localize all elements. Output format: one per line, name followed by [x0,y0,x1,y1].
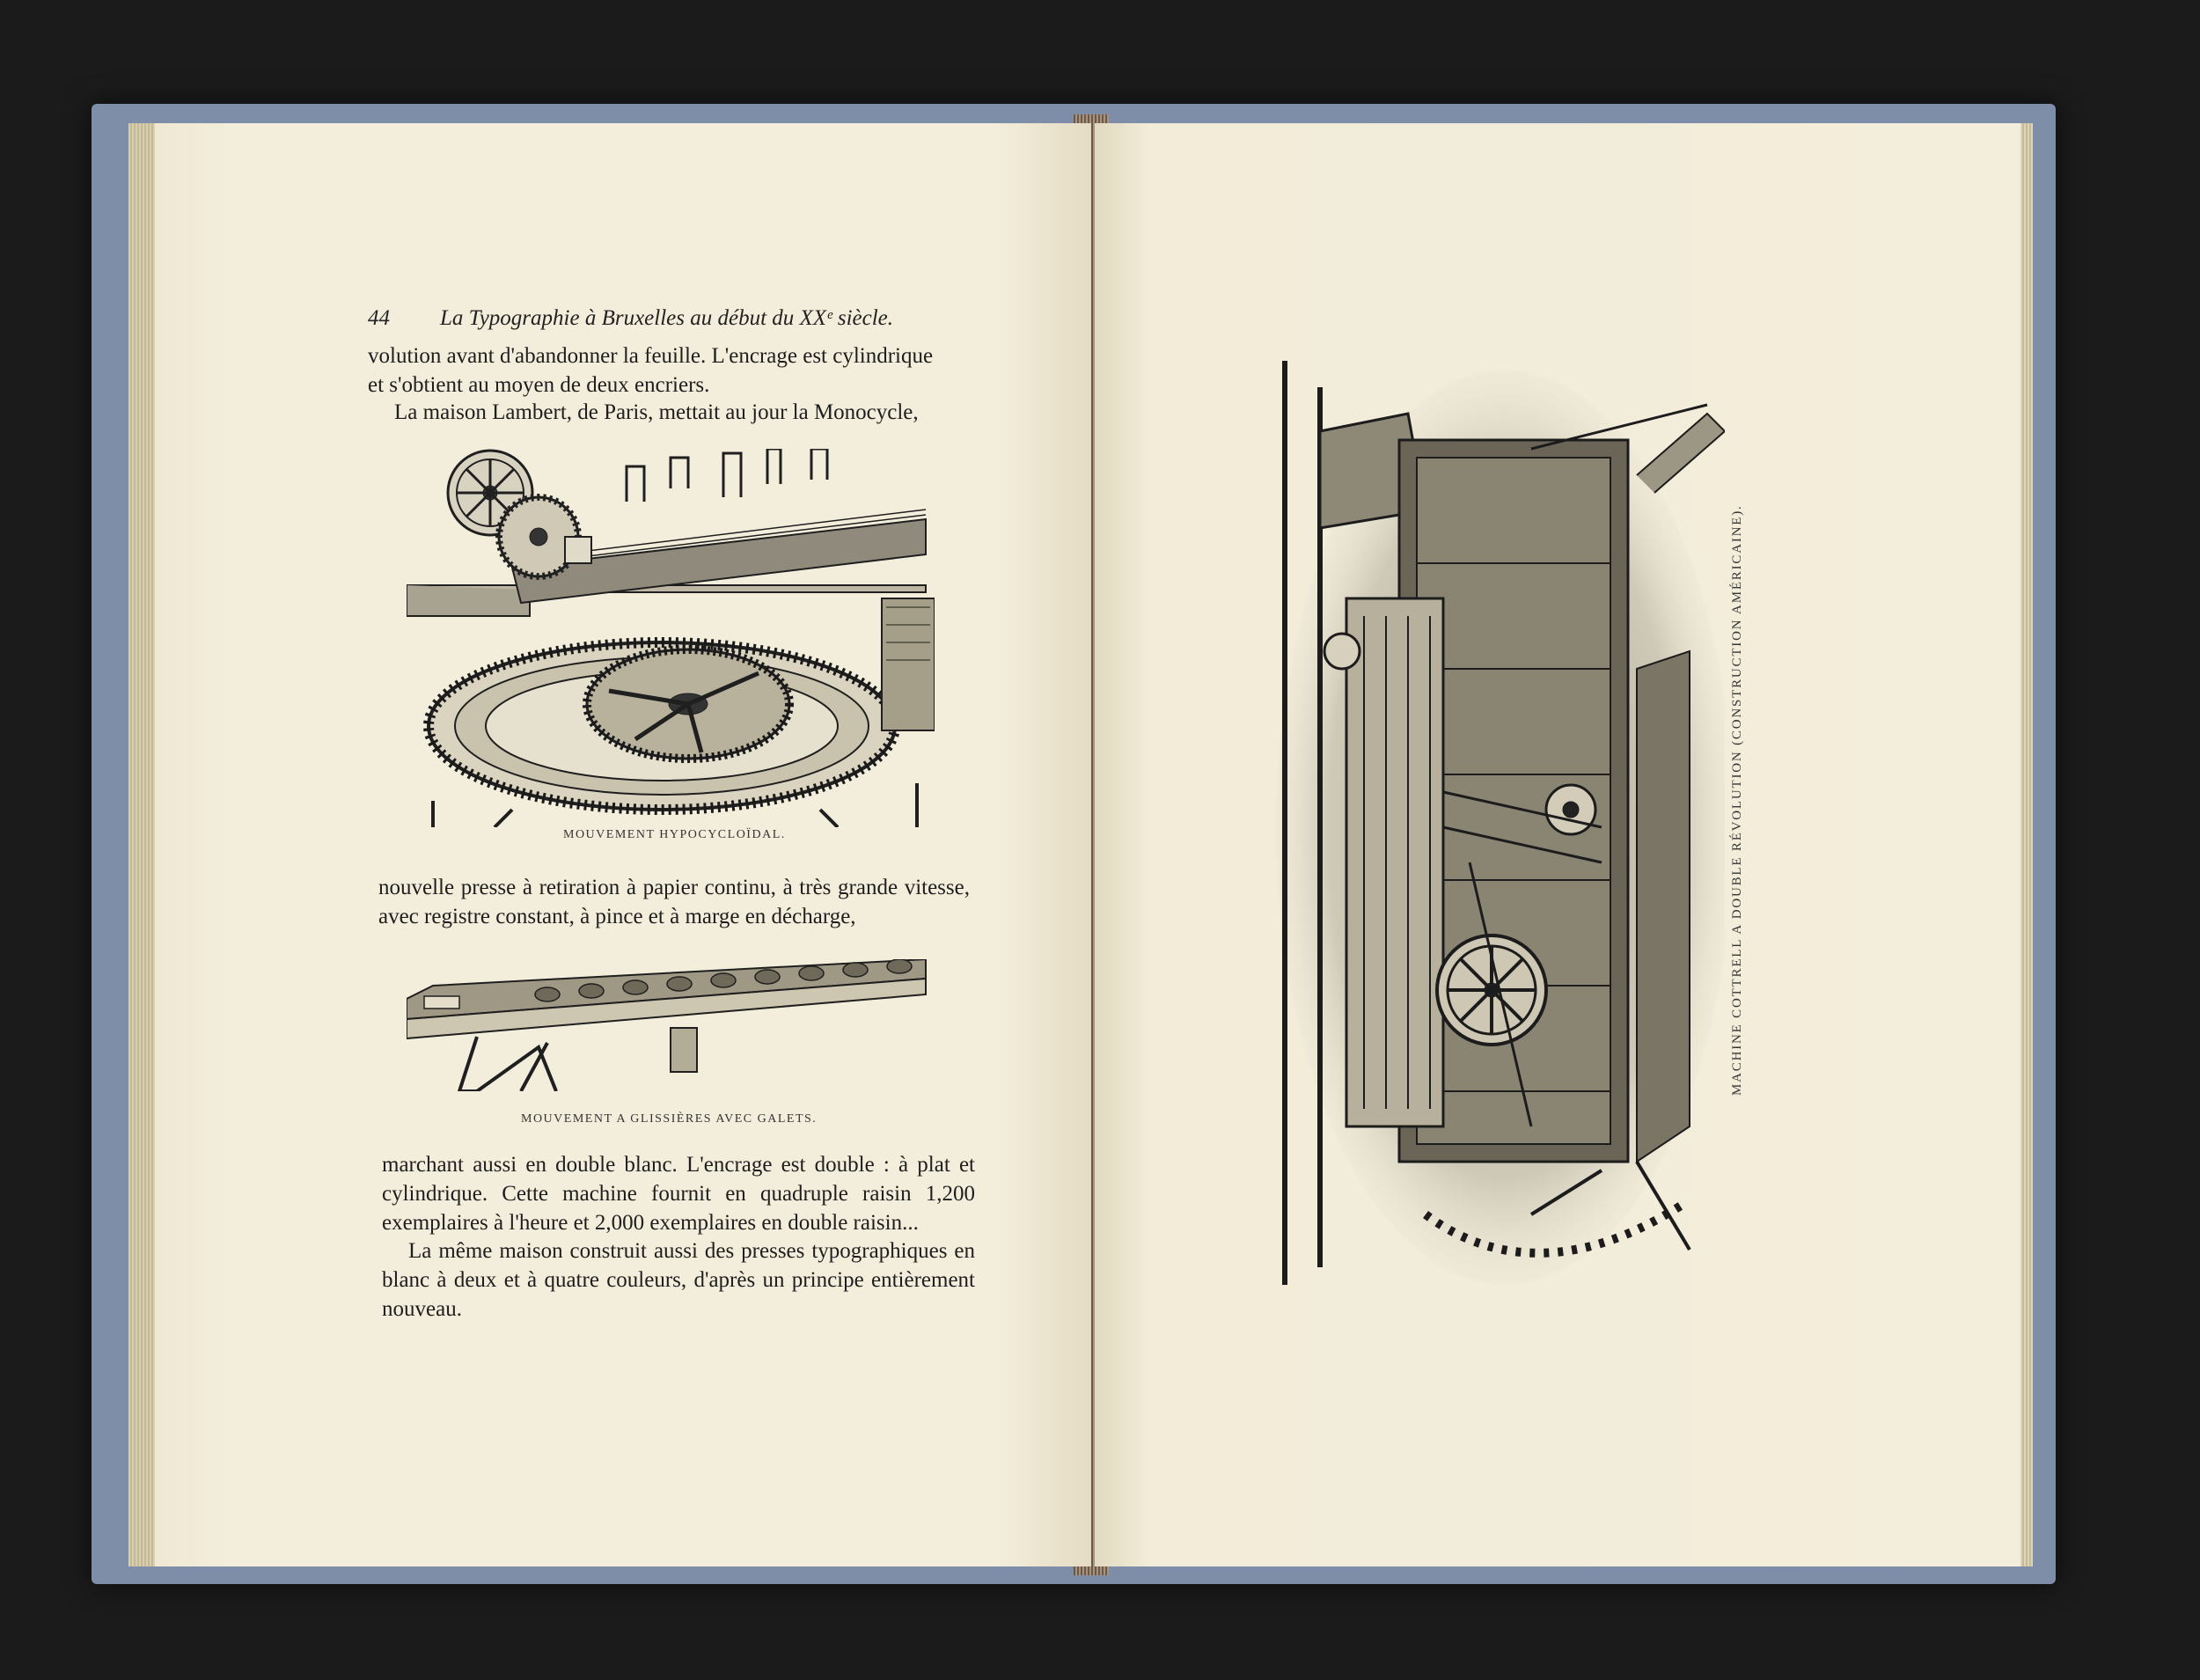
paragraph-5: La même maison construit aussi des presses typographiques en blanc à deux et à quatre couleurs, d'après un principe entièrement nouveau. [382,1239,975,1321]
left-page [155,123,1091,1566]
paragraph-3: nouvelle presse à retiration à papier continu, à très grande vitesse, avec registre constant, à pince et à marge en décharge, [378,876,970,928]
figure-1-caption: MOUVEMENT HYPOCYCLOÏDAL. [563,828,786,841]
paragraph-2: La maison Lambert, de Paris, mettait au jour la Monocycle, [394,400,919,424]
page-number: 44 [368,306,390,330]
figure-slide-rails-movement [407,959,952,1091]
paragraph-1-line-1: volution avant d'abandonner la feuille. L'encrage est cylindrique [368,344,934,368]
figure-hypocycloidal-movement [407,449,935,827]
running-title: La Typographie à Bruxelles au début du XXᵉ siècle. [440,306,894,330]
plate-caption: MACHINE COTTRELL A DOUBLE RÉVOLUTION (CONSTRUCTION AMÉRICAINE). [1730,504,1744,1096]
figure-2-caption: MOUVEMENT A GLISSIÈRES AVEC GALETS. [521,1112,818,1126]
plate-cottrell-press [1267,334,1725,1294]
paragraph-1-line-2: et s'obtient au moyen de deux encriers. [368,373,710,397]
paragraph-4: marchant aussi en double blanc. L'encrage est double : à plat et cylindrique. Cette machine fournit en quadruple raisin 1,200 exemplaires à l'heure et 2,000 exemplaires en double raisin... [382,1153,975,1235]
paragraph-1 [368,341,975,400]
